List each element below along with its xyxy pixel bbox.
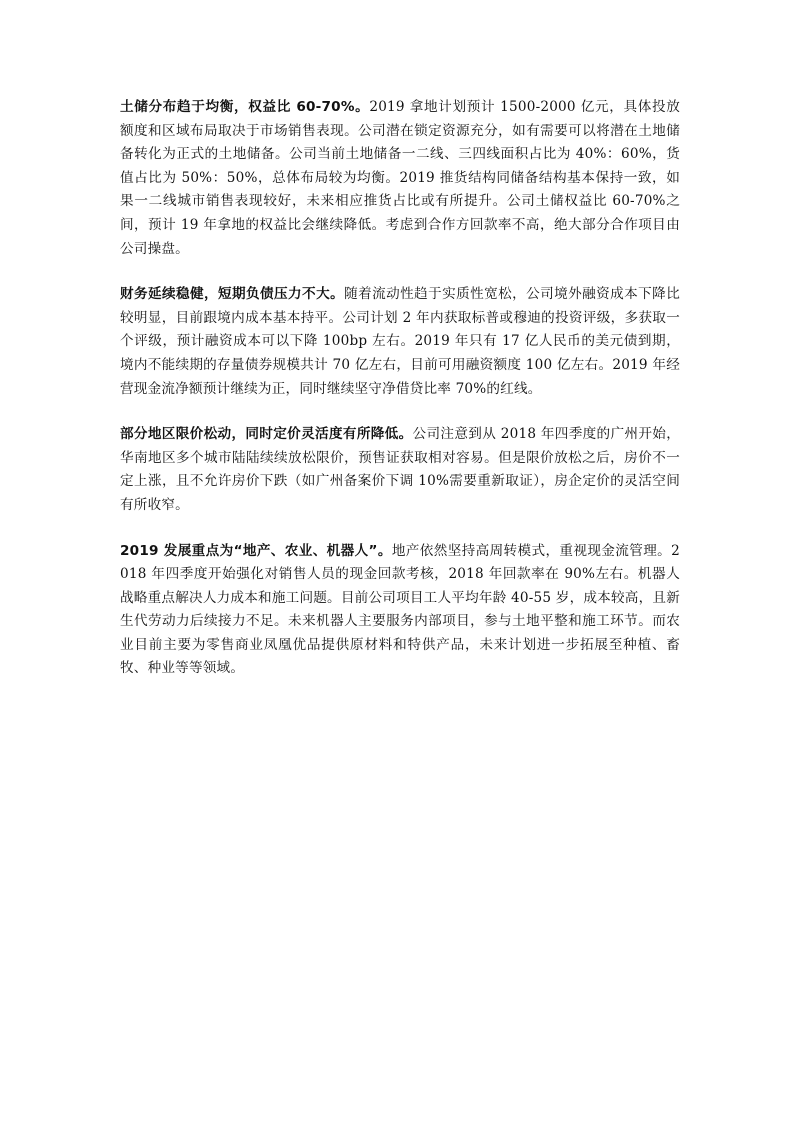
paragraph-finance [120,283,680,401]
paragraph-heading: 部分地区限价松动，同时定价灵活度有所降低。 [120,426,413,443]
paragraph-body: 地产依然坚持高周转模式，重视现金流管理。2018 年四季度开始强化对销售人员的现金回款考核，2018 年回款率在 90%左右。机器人战略重点解决人力成本和施工问题。目前公司项目工人平均年龄 40-55 岁，成本较高，且新生代劳动力后续接力不足。未来机器人主要服务内部项目，参与土地平整和施工环节。而农业目前主要为零售商业凤凰优品提供原材料和特供产品，未来计划进一步拓展至种植、畜牧、种业等等领域。 [120,542,680,677]
document-content [120,96,680,703]
paragraph-body: 随着流动性趋于实质性宽松，公司境外融资成本下降比较明显，目前跟境内成本基本持平。公司计划 2 年内获取标普或穆迪的投资评级，多获取一个评级，预计融资成本可以下降 100bp 左右。2019 年只有 17 亿人民币的美元债到期，境内不能续期的存量债券规模共计 70 亿左右，目前可用融资额度 100 亿左右。2019 年经营现金流净额预计继续为正，同时继续坚守净借贷比率 70%的红线。 [120,286,680,397]
paragraph-heading: 财务延续稳健，短期负债压力不大。 [120,286,345,303]
paragraph-body: 2019 拿地计划预计 1500-2000 亿元，具体投放额度和区域布局取决于市场销售表现。公司潜在锁定资源充分，如有需要可以将潜在土地储备转化为正式的土地储备。公司当前土地储备一二线、三四线面积占比为 40%：60%，货值占比为 50%：50%，总体布局较为均衡。2019 推货结构同储备结构基本保持一致，如果一二线城市销售表现较好，未来相应推货占比或有所提升。公司土储权益比 60-70%之间，预计 19 年拿地的权益比会继续降低。考虑到合作方回款率不高，绝大部分合作项目由公司操盘。 [120,99,680,257]
paragraph-land-reserves [120,96,680,261]
paragraph-body: 公司注意到从 2018 年四季度的广州开始，华南地区多个城市陆陆续续放松限价，预售证获取相对容易。但是限价放松之后，房价不一定上涨，且不允许房价下跌（如广州备案价下调 10%需要重新取证），房企定价的灵活空间有所收窄。 [120,426,681,513]
paragraph-development-focus [120,540,680,682]
paragraph-price-limits [120,423,680,517]
paragraph-heading: 2019 发展重点为“地产、农业、机器人”。 [120,542,392,559]
paragraph-heading: 土储分布趋于均衡，权益比 60-70%。 [120,99,370,115]
